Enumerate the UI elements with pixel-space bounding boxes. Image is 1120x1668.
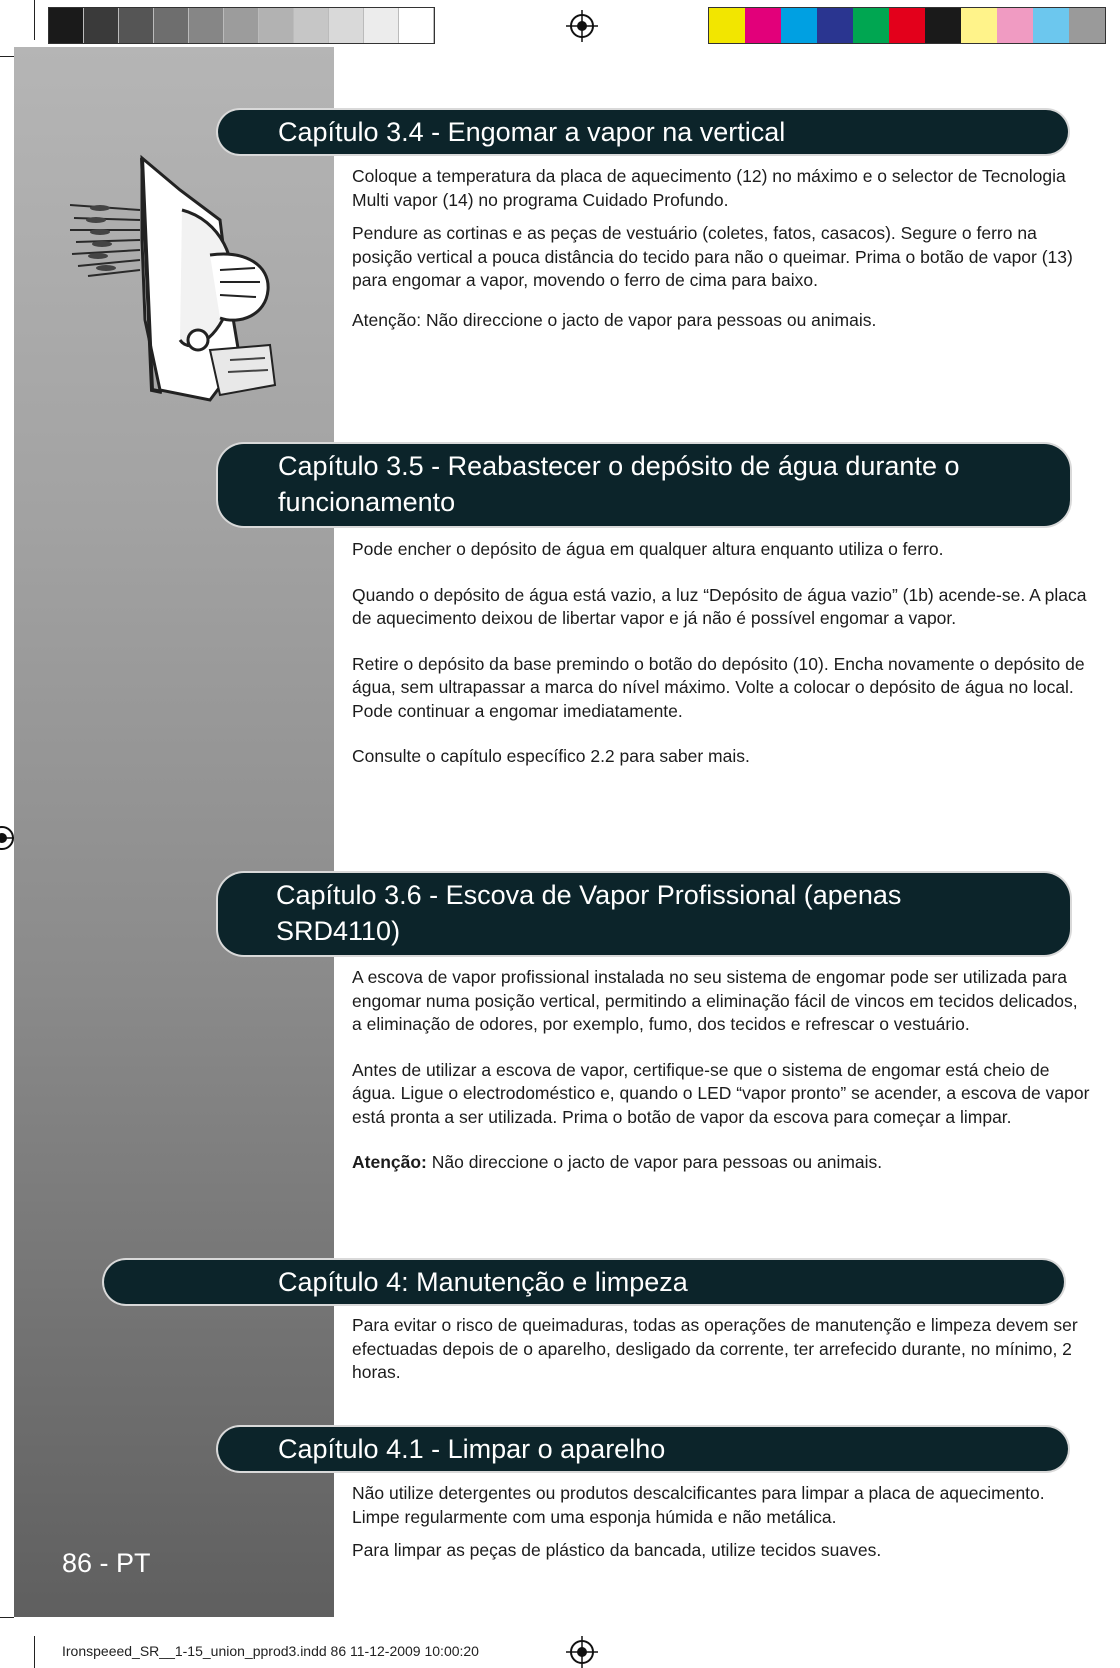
- chapter-title: Capítulo 4.1 - Limpar o aparelho: [278, 1434, 666, 1464]
- color-swatch: [745, 8, 781, 43]
- color-swatch: [997, 8, 1033, 43]
- registration-mark-icon: [566, 10, 598, 42]
- paragraph: Quando o depósito de água está vazio, a luz “Depósito de água vazio” (1b) acende-se. A placa de aquecimento deixou de libertar vapor e já não é possível engomar a vapor.: [352, 584, 1087, 628]
- chapter-header-3-5: [218, 444, 1070, 526]
- registration-mark-icon: [566, 1636, 598, 1668]
- chapter-title: Capítulo 4: Manutenção e limpeza: [278, 1267, 688, 1297]
- chapter-header-4: [104, 1260, 1064, 1304]
- gray-swatch: [119, 8, 154, 43]
- page-number: 86 - PT: [62, 1548, 151, 1578]
- crop-mark: [34, 1636, 35, 1668]
- paragraph: Antes de utilizar a escova de vapor, certifique-se que o sistema de engomar está cheio de água. Ligue o electrodoméstico e, quando o LED “vapor pronto” se acender, a escova de vapor está pronta a ser utilizada. Prima o botão de vapor da escova para começar a limpar.: [352, 1059, 1090, 1127]
- color-swatch: [889, 8, 925, 43]
- chapter-header-3-4: [218, 110, 1068, 154]
- color-swatch: [961, 8, 997, 43]
- gray-swatch: [329, 8, 364, 43]
- gray-swatch: [189, 8, 224, 43]
- paragraph: Atenção: Não direccione o jacto de vapor para pessoas ou animais.: [352, 309, 877, 330]
- gray-swatch: [399, 8, 434, 43]
- chapter-title: Capítulo 3.6 - Escova de Vapor Profissional (apenas SRD4110): [276, 880, 902, 946]
- chapter-title: Capítulo 3.5 - Reabastecer o depósito de água durante o funcionamento: [278, 451, 960, 517]
- steam-iron-illustration: [70, 150, 290, 410]
- gray-swatch: [154, 8, 189, 43]
- paragraph: Não utilize detergentes ou produtos descalcificantes para limpar a placa de aquecimento. Limpe regularmente com uma esponja húmida e não metálica.: [352, 1483, 1045, 1527]
- paragraph: Retire o depósito da base premindo o botão do depósito (10). Encha novamente o depósito de água, sem ultrapassar a marca do nível máximo. Volte a colocar o depósito de água no local. Pode continuar a engomar imediatamente.: [352, 653, 1085, 721]
- chapter-body-4-1: [352, 1482, 1092, 1563]
- attention-text: Não direccione o jacto de vapor para pessoas ou animais.: [426, 1152, 883, 1172]
- crop-mark: [34, 0, 35, 40]
- chapter-body-3-6: [352, 966, 1092, 1175]
- attention-label: Atenção:: [352, 1152, 427, 1172]
- color-calibration-strip: [708, 7, 1106, 44]
- chapter-title: Capítulo 3.4 - Engomar a vapor na vertical: [278, 117, 786, 147]
- crop-mark: [0, 56, 14, 57]
- paragraph: Para evitar o risco de queimaduras, todas as operações de manutenção e limpeza devem ser efectuadas depois de o aparelho, desligado da corrente, ter arrefecido durante, no mínimo, 2 horas.: [352, 1315, 1078, 1382]
- gray-swatch: [259, 8, 294, 43]
- color-swatch: [709, 8, 745, 43]
- gray-swatch: [364, 8, 399, 43]
- paragraph: A escova de vapor profissional instalada no seu sistema de engomar pode ser utilizada para engomar numa posição vertical, permitindo a eliminação fácil de vincos em tecidos delicados, a eliminação de odores, por exemplo, fumo, dos tecidos e refrescar o vestuário.: [352, 967, 1078, 1034]
- crop-mark: [0, 1617, 14, 1618]
- paragraph: Coloque a temperatura da placa de aquecimento (12) no máximo e o selector de Tecnologia Multi vapor (14) no programa Cuidado Profundo.: [352, 166, 1066, 210]
- color-swatch: [1033, 8, 1069, 43]
- color-swatch: [781, 8, 817, 43]
- gray-swatch: [224, 8, 259, 43]
- paragraph: Consulte o capítulo específico 2.2 para saber mais.: [352, 746, 750, 766]
- footer-file-slug: Ironspeeed_SR__1-15_union_pprod3.indd 86 11-12-2009 10:00:20: [62, 1643, 479, 1659]
- chapter-body-3-5: [352, 538, 1092, 769]
- chapter-header-4-1: [218, 1427, 1068, 1471]
- color-swatch: [925, 8, 961, 43]
- color-swatch: [1069, 8, 1105, 43]
- paragraph: Pode encher o depósito de água em qualquer altura enquanto utiliza o ferro.: [352, 539, 944, 559]
- color-swatch: [853, 8, 889, 43]
- gray-swatch: [294, 8, 329, 43]
- chapter-body-3-4: [352, 165, 1092, 332]
- color-swatch: [817, 8, 853, 43]
- gray-swatch: [49, 8, 84, 43]
- grayscale-calibration-strip: [48, 7, 435, 44]
- gray-swatch: [84, 8, 119, 43]
- paragraph: Para limpar as peças de plástico da bancada, utilize tecidos suaves.: [352, 1540, 882, 1560]
- attention-paragraph: [352, 1151, 1092, 1175]
- paragraph: Pendure as cortinas e as peças de vestuário (coletes, fatos, casacos). Segure o ferro na posição vertical a pouca distância do tecido para não o queimar. Prima o botão de vapor (13) para engomar a vapor, movendo o ferro de cima para baixo.: [352, 223, 1073, 290]
- chapter-body-4: [352, 1314, 1092, 1385]
- chapter-header-3-6: [218, 873, 1070, 955]
